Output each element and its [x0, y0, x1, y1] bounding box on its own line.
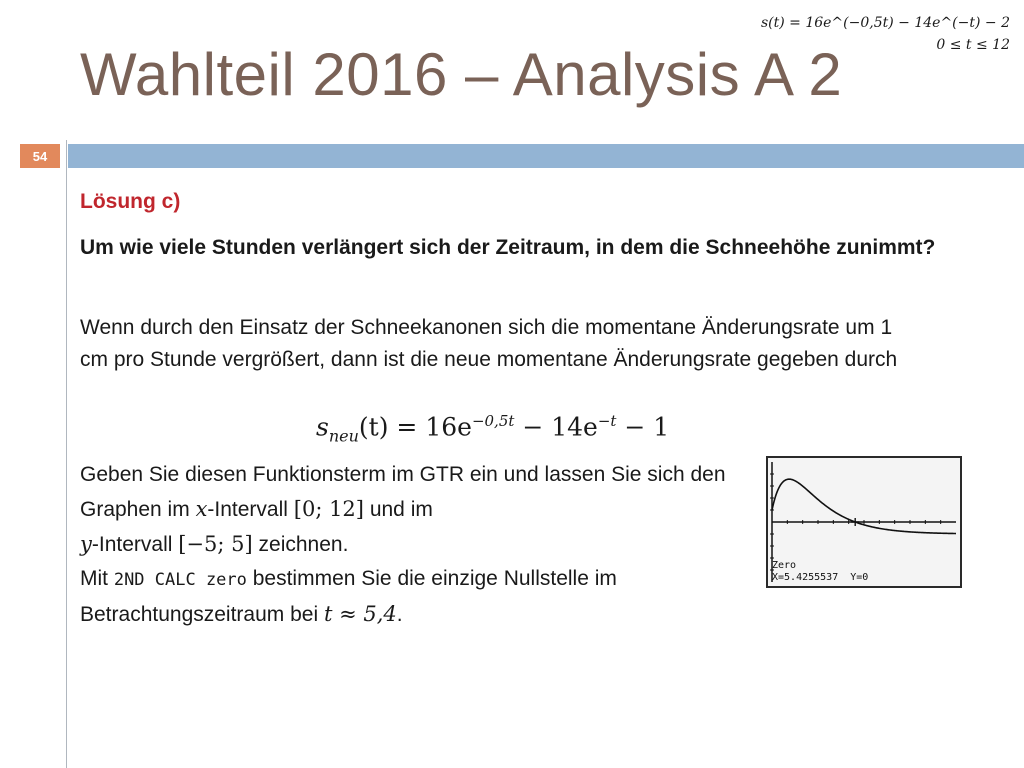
- instr-zero-approx: t ≈ 5,4: [323, 602, 397, 626]
- instr-text-c1: Mit: [80, 567, 114, 590]
- question-text: Um wie viele Stunden verlängert sich der Zeitraum, in dem die Schneehöhe zunimmt?: [80, 236, 936, 259]
- slide-number-badge: 54: [20, 144, 60, 168]
- instr-key-sequence: 2ND CALC zero: [113, 570, 247, 590]
- instr-text-a3: und im: [363, 498, 433, 521]
- solution-subheading: Lösung c): [80, 190, 181, 213]
- slide-title: Wahlteil 2016 – Analysis A 2: [80, 41, 843, 108]
- formula-arg: (t) = 16e: [358, 412, 472, 442]
- formula-exponent-2: −t: [597, 412, 617, 430]
- formula-tail: − 1: [616, 412, 670, 442]
- explanation-paragraph: Wenn durch den Einsatz der Schneekanonen sich die momentane Änderungsrate um 1 cm pro Stunde vergrößert, dann ist die neue momentane Änderungsrate gegeben durch: [80, 316, 898, 371]
- instr-text-a1: Geben Sie diesen Funktionsterm im GTR ein und lassen Sie sich den Graphen im: [80, 463, 726, 521]
- calculator-zero-cursor: [851, 518, 859, 526]
- corner-formula-domain: 0 ≤ t ≤ 12: [936, 37, 1010, 53]
- instr-text-c2: bestimmen Sie die einzige Nullstelle im: [246, 567, 617, 590]
- instr-var-x: x: [195, 497, 208, 521]
- instr-text-b1: -Intervall: [91, 533, 179, 556]
- calculator-graph: [768, 458, 960, 586]
- corner-formula-function: s(t) = 16e^(−0,5t) − 14e^(−t) − 2: [760, 15, 1010, 31]
- instr-text-a2: -Intervall: [207, 498, 294, 521]
- instr-text-d1: Betrachtungszeitraum bei: [80, 603, 324, 626]
- left-divider: [66, 140, 67, 768]
- calculator-function-curve: [772, 479, 956, 533]
- instr-interval-y: [−5; 5]: [178, 532, 253, 556]
- instruction-paragraph: [80, 458, 760, 632]
- formula-lhs-subscript: neu: [328, 426, 359, 446]
- instr-text-b2: zeichnen.: [252, 533, 349, 556]
- formula-middle: − 14e: [514, 412, 598, 442]
- instr-text-d2: .: [396, 603, 403, 626]
- instr-var-y: y: [80, 532, 92, 556]
- new-rate-formula: [316, 412, 669, 445]
- header-bar: [68, 144, 1024, 168]
- calculator-screen: [766, 456, 962, 588]
- formula-lhs: s: [316, 412, 329, 442]
- calculator-zero-label: Zero: [772, 560, 797, 571]
- instr-interval-x: [0; 12]: [293, 497, 364, 521]
- formula-exponent-1: −0,5t: [471, 412, 515, 430]
- calculator-readout: X=5.4255537 Y=0: [772, 572, 869, 583]
